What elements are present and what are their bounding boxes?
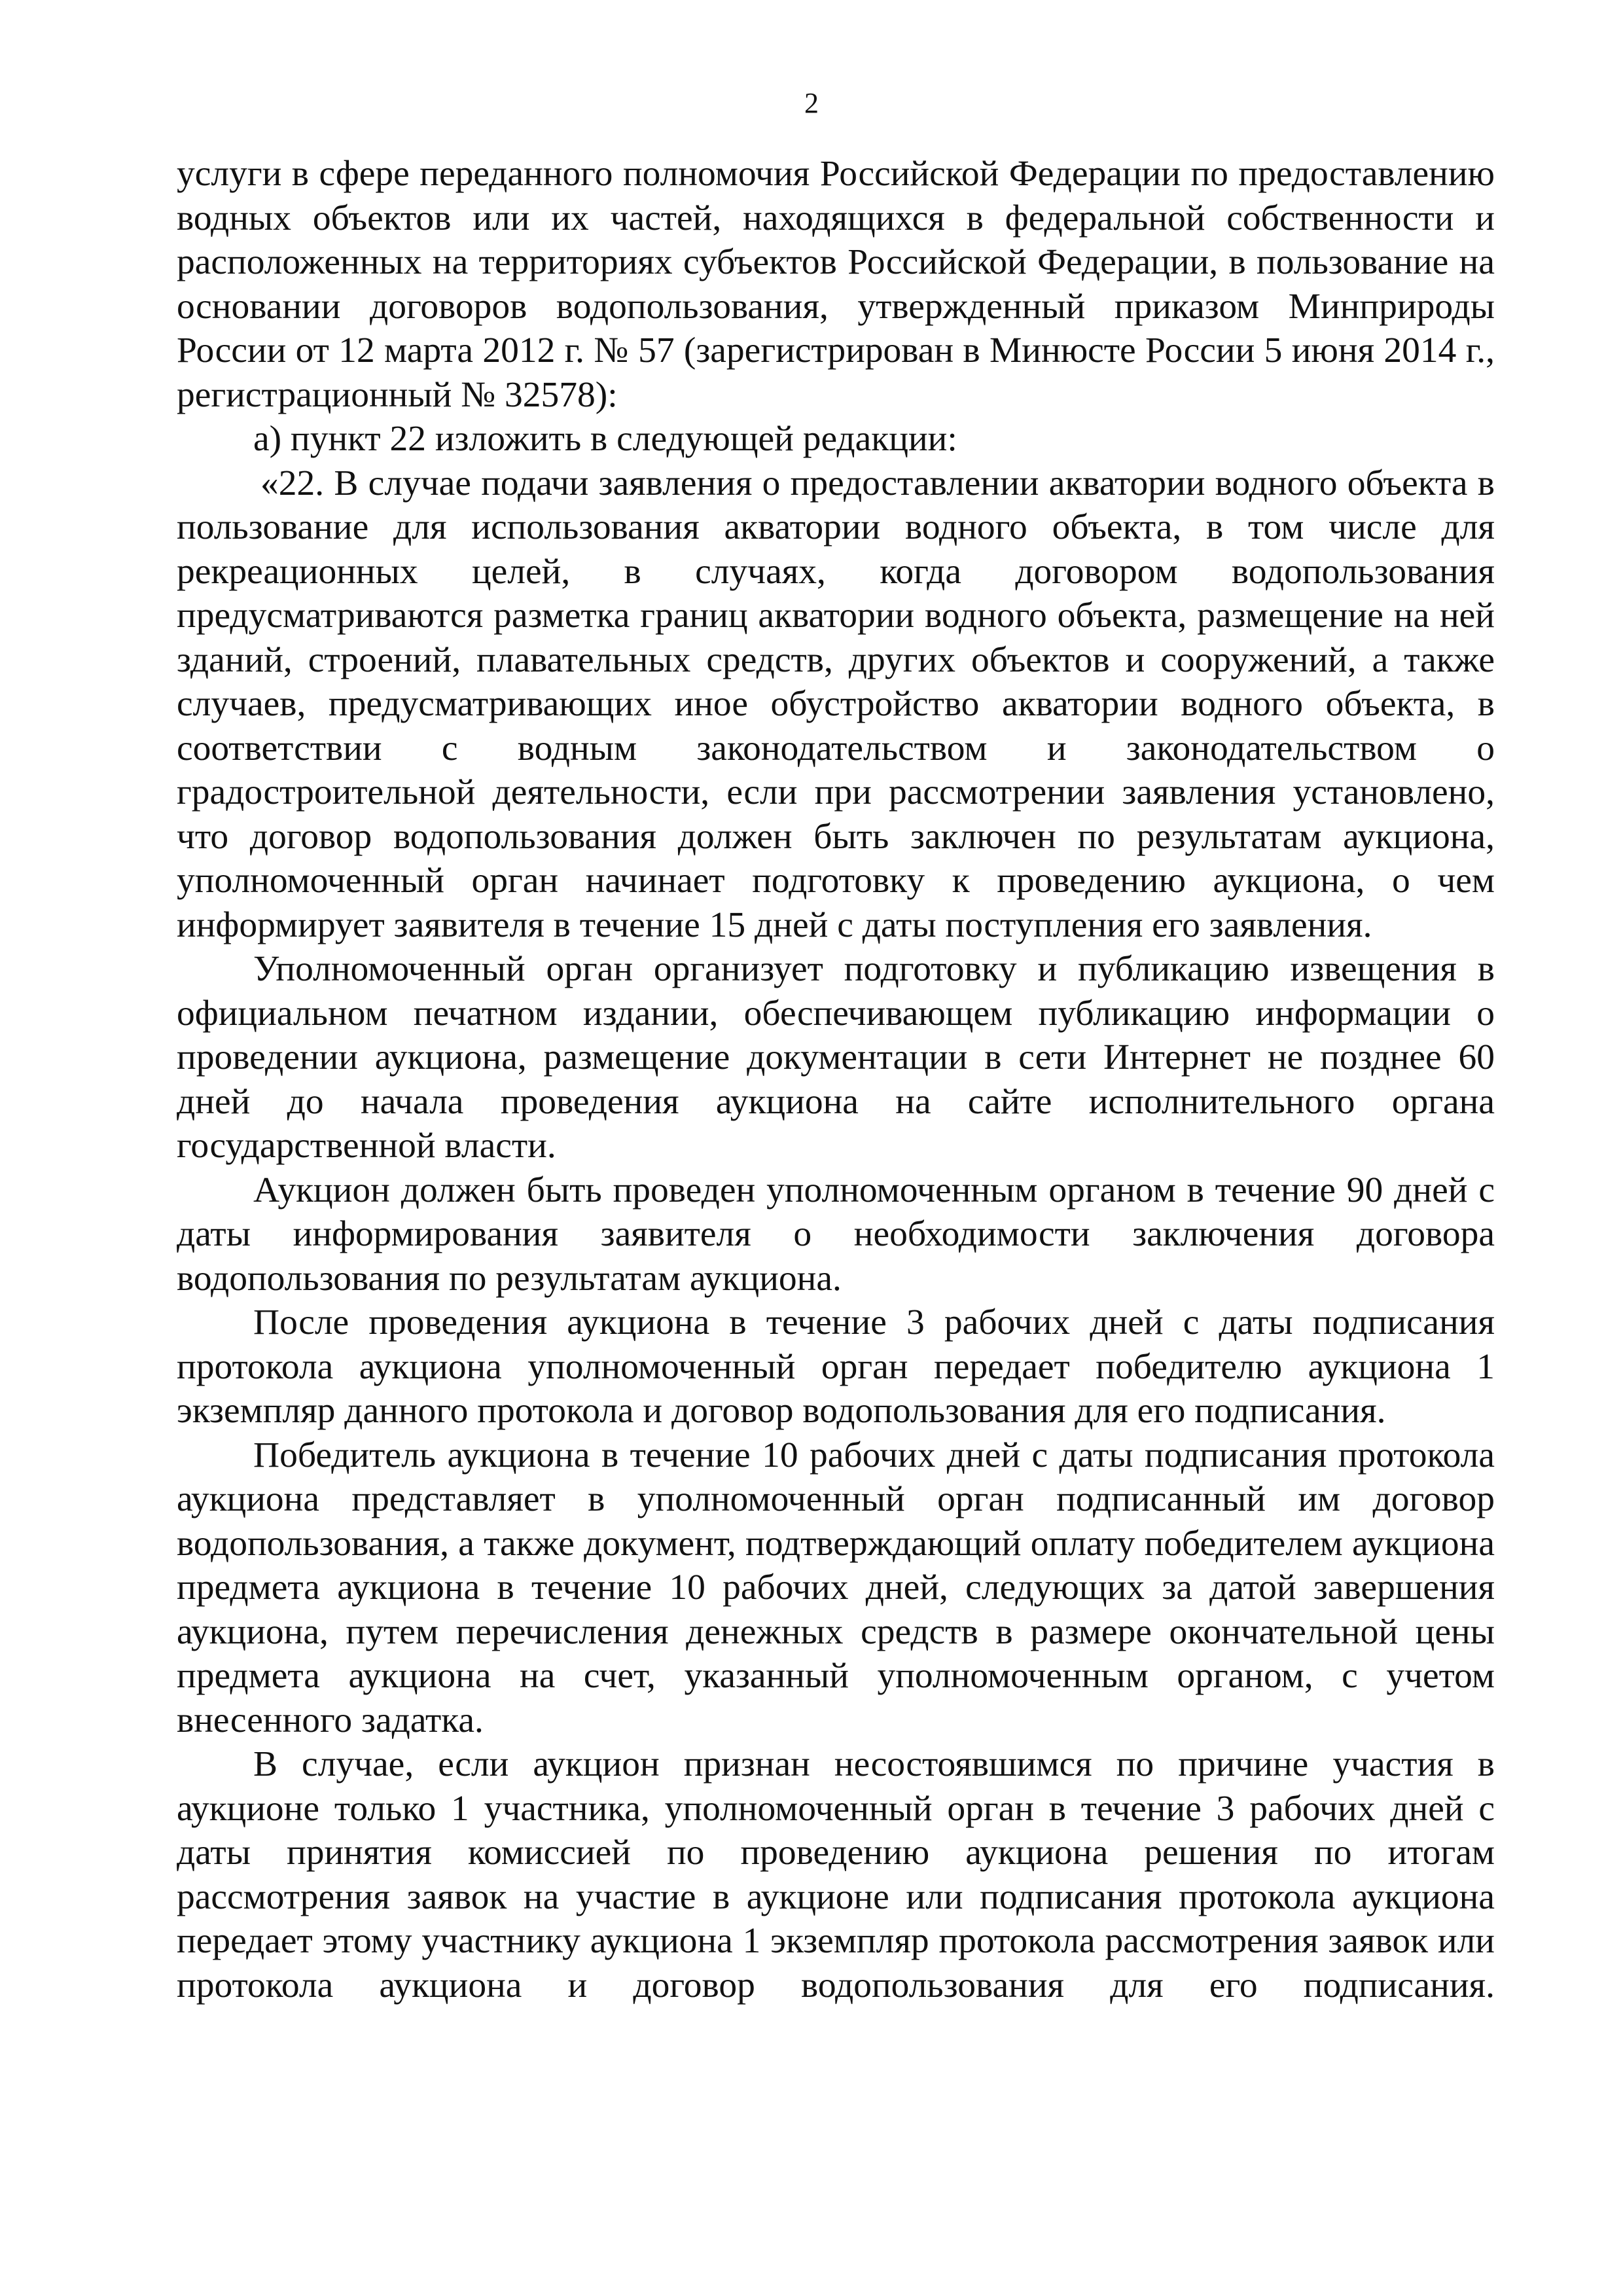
paragraph-continuation: услуги в сфере переданного полномочия Российской Федерации по предоставлению водных объектов или их частей, находящихся в федеральной собственности и расположенных на территориях субъектов Российской Федерации, в пользование на основании договоров водопользования, утвержденный приказом Минприроды России от 12 марта 2012 г. № 57 (зарегистрирован в Минюсте России 5 июня 2014 г., регистрационный № 32578): xyxy=(177,154,1495,415)
document-body xyxy=(177,152,1495,2007)
paragraph-winner-obligations: Победитель аукциона в течение 10 рабочих дней с даты подписания протокола аукциона представляет в уполномоченный орган подписанный им договор водопользования, а также документ, подтверждающий оплату победителем аукциона предмета аукциона в течение 10 рабочих дней, следующих за датой завершения аукциона, путем перечисления денежных средств в размере окончательной цены предмета аукциона на счет, указанный уполномоченным органом, с учетом внесенного задатка. xyxy=(177,1435,1495,1740)
paragraph-after-auction: После проведения аукциона в течение 3 рабочих дней с даты подписания протокола аукциона уполномоченный орган передает победителю аукциона 1 экземпляр данного протокола и договор водопользования для его подписания. xyxy=(177,1302,1495,1431)
paragraph-failed-auction: В случае, если аукцион признан несостоявшимся по причине участия в аукционе только 1 участника, уполномоченный орган в течение 3 рабочих дней с даты принятия комиссией по проведению аукциона решения по итогам рассмотрения заявок на участие в аукционе или подписания протокола аукциона передает этому участнику аукциона 1 экземпляр протокола рассмотрения заявок или протокола аукциона и договор водопользования для его подписания. xyxy=(177,1744,1495,2005)
paragraph-notice-publication: Уполномоченный орган организует подготовку и публикацию извещения в официальном печатном издании, обеспечивающем публикацию информации о проведении аукциона, размещение документации в сети Интернет не позднее 60 дней до начала проведения аукциона на сайте исполнительного органа государственной власти. xyxy=(177,949,1495,1166)
page-number: 2 xyxy=(804,87,819,119)
paragraph-auction-deadline: Аукцион должен быть проведен уполномоченным органом в течение 90 дней с даты информирования заявителя о необходимости заключения договора водопользования по результатам аукциона. xyxy=(177,1170,1495,1299)
paragraph-amendment-a: а) пункт 22 изложить в следующей редакции: xyxy=(253,419,957,459)
paragraph-clause-22: «22. В случае подачи заявления о предоставлении акватории водного объекта в пользование для использования акватории водного объекта, в том числе для рекреационных целей, в случаях, когда договором водопользования предусматриваются разметка границ акватории водного объекта, размещение на ней зданий, строений, плавательных средств, других объектов и сооружений, а также случаев, предусматривающих иное обустройство акватории водного объекта, в соответствии с водным законодательством и законодательством о градостроительной деятельности, если при рассмотрении заявления установлено, что договор водопользования должен быть заключен по результатам аукциона, уполномоченный орган начинает подготовку к проведению аукциона, о чем информирует заявителя в течение 15 дней с даты поступления его заявления. xyxy=(177,463,1495,945)
